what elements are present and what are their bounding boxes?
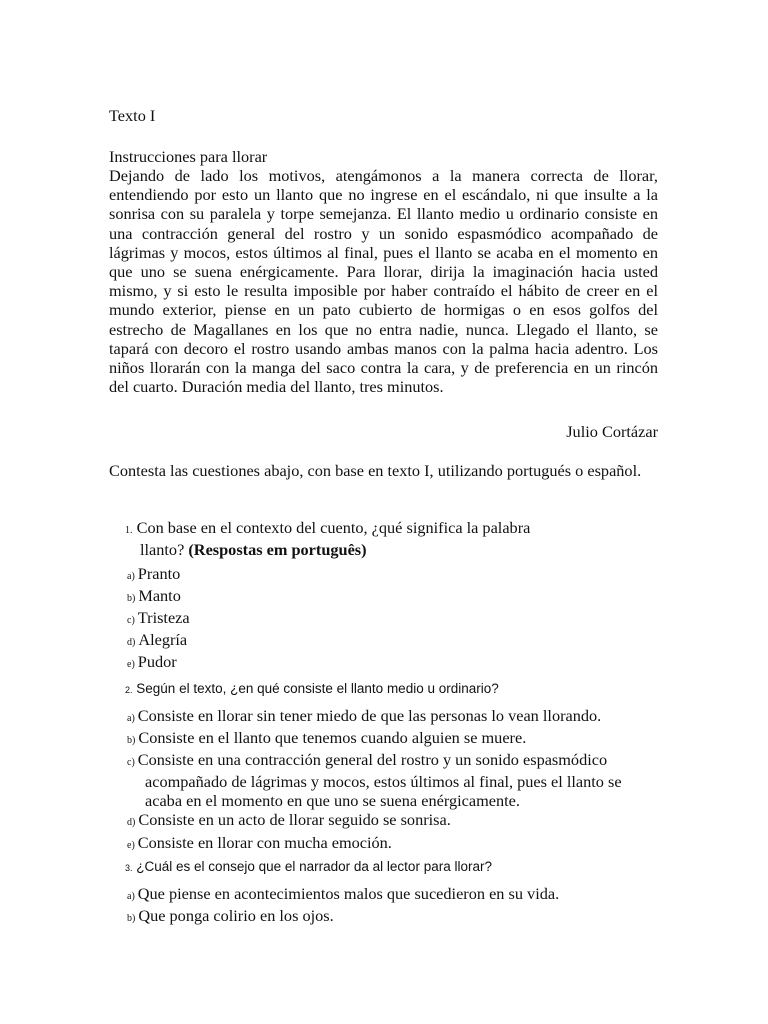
story-heading: Instrucciones para llorar bbox=[109, 147, 268, 166]
instructions: Contesta las cuestiones abajo, con base en texto I, utilizando portugués o español. bbox=[109, 461, 642, 480]
question-text: Según el texto, ¿en qué consiste el llanto medio u ordinario? bbox=[136, 681, 499, 696]
option-a: a) Consiste en llorar sin tener miedo de que las personas lo vean llorando. bbox=[127, 706, 602, 725]
option-e: e) Pudor bbox=[127, 652, 177, 672]
question-1 bbox=[125, 518, 665, 559]
question-3 bbox=[125, 857, 665, 878]
option-a: a) Que piense en acontecimientos malos que sucedieron en su vida. bbox=[127, 884, 560, 903]
option-b: b) Que ponga colirio en los ojos. bbox=[127, 906, 334, 926]
option-d: d) Alegría bbox=[127, 630, 188, 650]
page-title: Texto I bbox=[109, 106, 156, 125]
question-2 bbox=[125, 679, 665, 700]
option-c: c) Tristeza bbox=[127, 608, 190, 628]
story-body: Dejando de lado los motivos, atengámonos a la manera correcta de llorar, entendiendo por esto un llanto que no ingrese en el escándalo, ni que insulte a la sonrisa con su paralela y torpe semejanza. El llanto medio u ordinario consiste en una contracción general del rostro y un sonido espasmódico acompañado de lágrimas y mocos, estos últimos al final, pues el llanto se acaba en el momento en que uno se suena enérgicamente. Para llorar, dirija la imaginación hacia usted mismo, y si esto le resulta imposible por haber contraído el hábito de creer en el mundo exterior, piense en un pato cubierto de hormigas o en esos golfos del estrecho de Magallanes en los que no entra nadie, nunca. Llegado el llanto, se tapará con decoro el rostro usando ambas manos con la palma hacia adentro. Los niños llorarán con la manga del saco contra la cara, y de preferencia en un rincón del cuarto. Duración media del llanto, tres minutos. bbox=[109, 166, 658, 397]
question-text: ¿Cuál es el consejo que el narrador da al lector para llorar? bbox=[136, 859, 492, 874]
question-1-options bbox=[127, 564, 667, 674]
option-b: b) Manto bbox=[127, 586, 181, 606]
question-text: Con base en el contexto del cuento, ¿qué significa la palabra bbox=[136, 518, 531, 537]
story-author: Julio Cortázar bbox=[566, 422, 658, 441]
option-d: d) Consiste en un acto de llorar seguido se sonrisa. bbox=[127, 810, 451, 830]
question-2-options bbox=[127, 706, 667, 855]
question-number: 3. bbox=[125, 863, 133, 873]
question-text-cont: llanto? bbox=[140, 540, 185, 560]
option-a: a) Pranto bbox=[127, 564, 181, 583]
question-number: 1. bbox=[125, 525, 133, 536]
question-note: (Respostas em português) bbox=[188, 540, 367, 560]
question-number: 2. bbox=[125, 685, 133, 695]
option-e: e) Consiste en llorar con mucha emoción. bbox=[127, 832, 392, 852]
option-c: c) Consiste en una contracción general del rostro y un sonido espasmódico acompañado de lágrimas y mocos, estos últimos al final, pues el llanto se acaba en el momento en que uno se suena enérgicamente. bbox=[127, 750, 622, 811]
option-b: b) Consiste en el llanto que tenemos cuando alguien se muere. bbox=[127, 728, 527, 748]
question-3-options bbox=[127, 884, 667, 928]
